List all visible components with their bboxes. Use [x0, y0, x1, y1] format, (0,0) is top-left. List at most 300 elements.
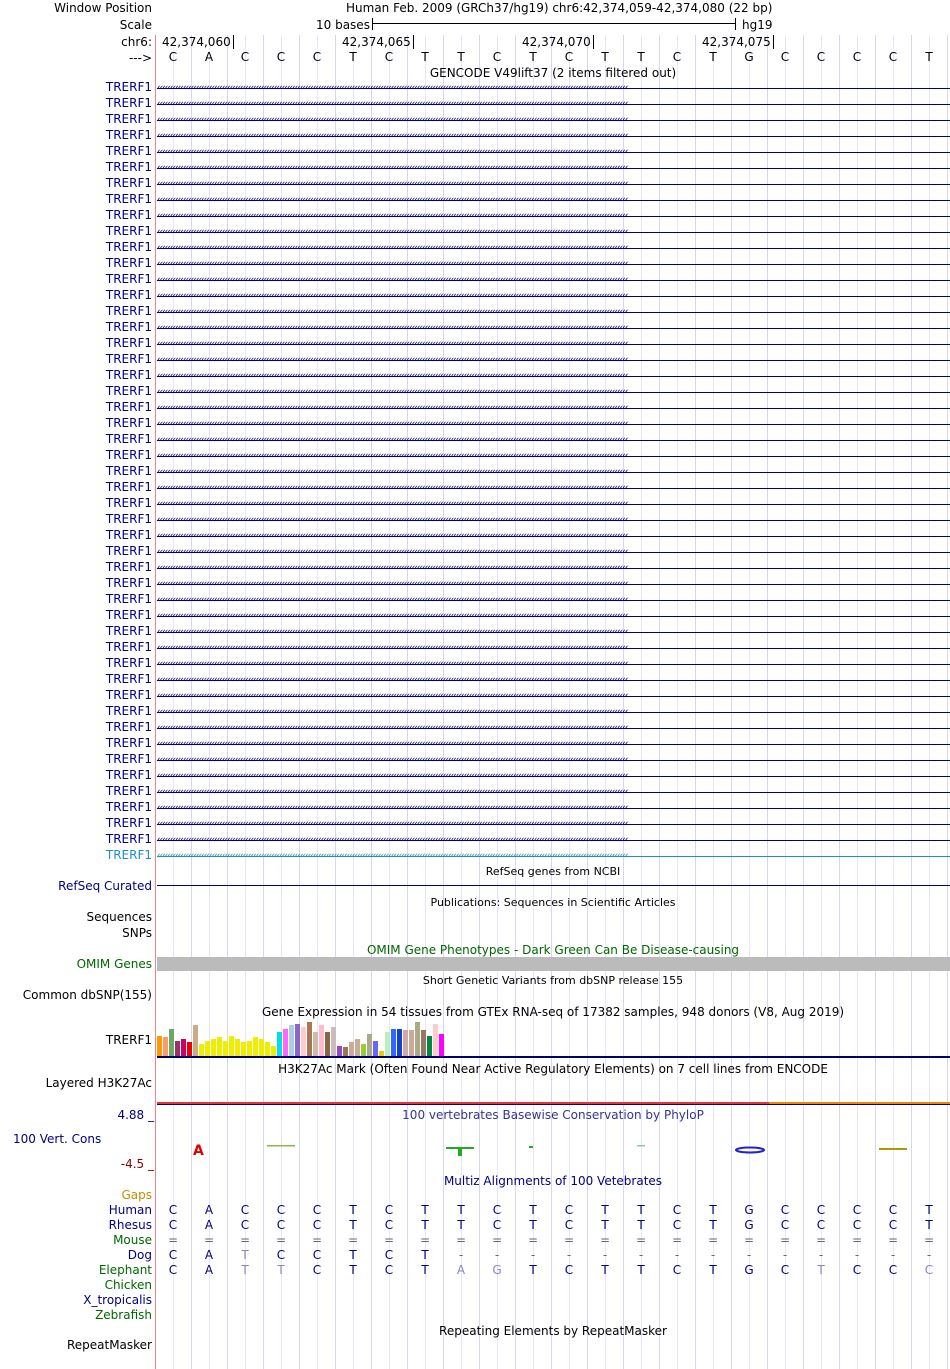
gtex-tissue-bar[interactable]: [295, 1024, 300, 1056]
transcript-axis: [157, 328, 950, 329]
gtex-tissue-bar[interactable]: [337, 1046, 342, 1056]
multiz-base: T: [349, 1263, 357, 1277]
gencode-gene-label[interactable]: TRERF1: [105, 256, 152, 270]
multiz-base: G: [492, 1263, 502, 1277]
gencode-transcript[interactable]: [157, 741, 950, 747]
gtex-chart[interactable]: [157, 1020, 950, 1056]
gtex-tissue-bar[interactable]: [217, 1037, 222, 1056]
gencode-gene-label[interactable]: TRERF1: [105, 848, 152, 862]
multiz-base: =: [384, 1233, 395, 1247]
gtex-tissue-bar[interactable]: [331, 1027, 336, 1056]
transcript-axis: [157, 248, 950, 249]
gencode-transcript[interactable]: [157, 213, 950, 219]
strand-arrows: ‹‹‹‹‹‹‹‹‹‹‹‹‹‹‹‹‹‹‹‹‹‹‹‹‹‹‹‹‹‹‹‹‹‹‹‹‹‹‹‹‹‹‹‹‹‹‹‹‹‹‹‹‹‹‹‹‹‹‹‹‹‹‹‹‹‹‹‹‹‹‹‹‹‹‹‹‹‹‹‹‹‹‹‹‹‹‹‹‹‹‹‹‹‹‹‹‹‹‹‹‹‹‹‹‹‹‹‹‹‹‹‹‹‹‹‹‹‹‹‹‹‹‹‹‹‹‹‹‹‹‹‹‹‹‹‹‹‹‹‹‹‹‹‹‹‹‹‹‹‹‹‹‹‹‹‹‹‹‹‹‹‹‹‹‹‹‹‹‹‹‹‹‹‹‹‹‹‹‹‹‹: [157, 677, 628, 683]
base-letter: C: [816, 50, 826, 64]
multiz-base: =: [420, 1233, 431, 1247]
transcript-axis: [157, 184, 950, 185]
gencode-transcript[interactable]: [157, 709, 950, 715]
multiz-base: T: [421, 1218, 429, 1232]
gencode-transcript[interactable]: [157, 549, 950, 555]
gtex-tissue-bar[interactable]: [187, 1042, 192, 1056]
gencode-transcript[interactable]: [157, 837, 950, 843]
multiz-species-label[interactable]: Dog: [127, 1248, 152, 1262]
gencode-gene-label[interactable]: TRERF1: [105, 512, 152, 526]
gencode-gene-label[interactable]: TRERF1: [105, 384, 152, 398]
gtex-tissue-bar[interactable]: [163, 1037, 168, 1056]
dbsnp-track-title[interactable]: Short Genetic Variants from dbSNP release 155: [422, 974, 684, 987]
strand-arrows: ‹‹‹‹‹‹‹‹‹‹‹‹‹‹‹‹‹‹‹‹‹‹‹‹‹‹‹‹‹‹‹‹‹‹‹‹‹‹‹‹‹‹‹‹‹‹‹‹‹‹‹‹‹‹‹‹‹‹‹‹‹‹‹‹‹‹‹‹‹‹‹‹‹‹‹‹‹‹‹‹‹‹‹‹‹‹‹‹‹‹‹‹‹‹‹‹‹‹‹‹‹‹‹‹‹‹‹‹‹‹‹‹‹‹‹‹‹‹‹‹‹‹‹‹‹‹‹‹‹‹‹‹‹‹‹‹‹‹‹‹‹‹‹‹‹‹‹‹‹‹‹‹‹‹‹‹‹‹‹‹‹‹‹‹‹‹‹‹‹‹‹‹‹‹‹‹‹‹‹‹‹: [157, 741, 628, 747]
multiz-base: =: [492, 1233, 503, 1247]
transcript-axis: [157, 600, 950, 601]
cons-track-title[interactable]: 100 vertebrates Basewise Conservation by PhyloP: [402, 1108, 704, 1122]
multiz-base: C: [888, 1263, 898, 1277]
base-letter: C: [240, 50, 250, 64]
strand-arrows: ‹‹‹‹‹‹‹‹‹‹‹‹‹‹‹‹‹‹‹‹‹‹‹‹‹‹‹‹‹‹‹‹‹‹‹‹‹‹‹‹‹‹‹‹‹‹‹‹‹‹‹‹‹‹‹‹‹‹‹‹‹‹‹‹‹‹‹‹‹‹‹‹‹‹‹‹‹‹‹‹‹‹‹‹‹‹‹‹‹‹‹‹‹‹‹‹‹‹‹‹‹‹‹‹‹‹‹‹‹‹‹‹‹‹‹‹‹‹‹‹‹‹‹‹‹‹‹‹‹‹‹‹‹‹‹‹‹‹‹‹‹‹‹‹‹‹‹‹‹‹‹‹‹‹‹‹‹‹‹‹‹‹‹‹‹‹‹‹‹‹‹‹‹‹‹‹‹‹‹‹‹: [157, 229, 628, 235]
gtex-tissue-bar[interactable]: [409, 1030, 414, 1056]
base-letter: T: [601, 50, 609, 64]
gencode-gene-label[interactable]: TRERF1: [105, 608, 152, 622]
multiz-base: -: [458, 1248, 464, 1262]
multiz-base: C: [564, 1263, 574, 1277]
multiz-base: T: [925, 1218, 933, 1232]
multiz-base: T: [349, 1218, 357, 1232]
refseq-track-title[interactable]: RefSeq genes from NCBI: [485, 865, 621, 878]
transcript-axis: [157, 840, 950, 841]
gtex-tissue-bar[interactable]: [355, 1039, 360, 1056]
gtex-tissue-bar[interactable]: [343, 1047, 348, 1056]
strand-arrows: ‹‹‹‹‹‹‹‹‹‹‹‹‹‹‹‹‹‹‹‹‹‹‹‹‹‹‹‹‹‹‹‹‹‹‹‹‹‹‹‹‹‹‹‹‹‹‹‹‹‹‹‹‹‹‹‹‹‹‹‹‹‹‹‹‹‹‹‹‹‹‹‹‹‹‹‹‹‹‹‹‹‹‹‹‹‹‹‹‹‹‹‹‹‹‹‹‹‹‹‹‹‹‹‹‹‹‹‹‹‹‹‹‹‹‹‹‹‹‹‹‹‹‹‹‹‹‹‹‹‹‹‹‹‹‹‹‹‹‹‹‹‹‹‹‹‹‹‹‹‹‹‹‹‹‹‹‹‹‹‹‹‹‹‹‹‹‹‹‹‹‹‹‹‹‹‹‹‹‹‹‹: [157, 245, 628, 251]
gencode-gene-label[interactable]: TRERF1: [105, 80, 152, 94]
gencode-gene-label[interactable]: TRERF1: [105, 816, 152, 830]
gencode-transcript[interactable]: [157, 565, 950, 571]
sequences-label[interactable]: Sequences: [86, 910, 152, 924]
gencode-transcript[interactable]: [157, 613, 950, 619]
coordinate-tick: 42,374,075: [702, 35, 774, 49]
gencode-transcript[interactable]: [157, 85, 950, 91]
multiz-species-label[interactable]: Chicken: [104, 1278, 152, 1292]
multiz-base: C: [672, 1263, 682, 1277]
gencode-transcript[interactable]: [157, 373, 950, 379]
transcript-axis: [157, 376, 950, 377]
gencode-transcript[interactable]: [157, 117, 950, 123]
gtex-tissue-bar[interactable]: [193, 1025, 198, 1056]
omim-label[interactable]: OMIM Genes: [76, 957, 152, 971]
base-letter: C: [276, 50, 286, 64]
gencode-transcript[interactable]: [157, 789, 950, 795]
gtex-tissue-bar[interactable]: [301, 1027, 306, 1056]
multiz-base: C: [888, 1203, 898, 1217]
dbsnp-label[interactable]: Common dbSNP(155): [22, 988, 152, 1002]
strand-arrows: ‹‹‹‹‹‹‹‹‹‹‹‹‹‹‹‹‹‹‹‹‹‹‹‹‹‹‹‹‹‹‹‹‹‹‹‹‹‹‹‹‹‹‹‹‹‹‹‹‹‹‹‹‹‹‹‹‹‹‹‹‹‹‹‹‹‹‹‹‹‹‹‹‹‹‹‹‹‹‹‹‹‹‹‹‹‹‹‹‹‹‹‹‹‹‹‹‹‹‹‹‹‹‹‹‹‹‹‹‹‹‹‹‹‹‹‹‹‹‹‹‹‹‹‹‹‹‹‹‹‹‹‹‹‹‹‹‹‹‹‹‹‹‹‹‹‹‹‹‹‹‹‹‹‹‹‹‹‹‹‹‹‹‹‹‹‹‹‹‹‹‹‹‹‹‹‹‹‹‹‹‹: [157, 277, 628, 283]
gtex-tissue-bar[interactable]: [361, 1044, 366, 1056]
multiz-base: -: [854, 1248, 860, 1262]
gencode-gene-label[interactable]: TRERF1: [105, 400, 152, 414]
gencode-gene-label[interactable]: TRERF1: [105, 800, 152, 814]
gencode-gene-label[interactable]: TRERF1: [105, 272, 152, 286]
multiz-base: =: [528, 1233, 539, 1247]
gtex-tissue-bar[interactable]: [403, 1030, 408, 1056]
gencode-gene-label[interactable]: TRERF1: [105, 112, 152, 126]
gencode-transcript[interactable]: [157, 677, 950, 683]
gencode-transcript[interactable]: [157, 725, 950, 731]
gtex-tissue-bar[interactable]: [289, 1025, 294, 1056]
multiz-species-label[interactable]: Rhesus: [108, 1218, 152, 1232]
transcript-axis: [157, 360, 950, 361]
gencode-gene-label[interactable]: TRERF1: [105, 416, 152, 430]
gencode-gene-label[interactable]: TRERF1: [105, 752, 152, 766]
transcript-axis: [157, 88, 950, 89]
gencode-transcript[interactable]: [157, 645, 950, 651]
gencode-track-title[interactable]: GENCODE V49lift37 (2 items filtered out): [429, 66, 677, 80]
transcript-axis: [157, 264, 950, 265]
base-letter: C: [564, 50, 574, 64]
multiz-base: G: [744, 1218, 754, 1232]
gencode-gene-label[interactable]: TRERF1: [105, 160, 152, 174]
gencode-transcript[interactable]: [157, 501, 950, 507]
transcript-axis: [157, 472, 950, 473]
base-letter: C: [168, 50, 178, 64]
gencode-transcript[interactable]: [157, 149, 950, 155]
base-letter: T: [349, 50, 357, 64]
gencode-gene-label[interactable]: TRERF1: [105, 368, 152, 382]
scale-db: hg19: [742, 18, 773, 32]
gencode-gene-label[interactable]: TRERF1: [105, 496, 152, 510]
multiz-base: C: [312, 1218, 322, 1232]
multiz-base: T: [709, 1218, 717, 1232]
gtex-tissue-bar[interactable]: [229, 1036, 234, 1056]
gencode-gene-label[interactable]: TRERF1: [105, 240, 152, 254]
gtex-tissue-bar[interactable]: [325, 1032, 330, 1056]
gtex-tissue-bar[interactable]: [367, 1034, 372, 1056]
gencode-transcript[interactable]: [157, 389, 950, 395]
base-letter: C: [312, 50, 322, 64]
cons-logo[interactable]: [157, 1140, 950, 1160]
gtex-tissue-bar[interactable]: [199, 1044, 204, 1056]
gtex-tissue-bar[interactable]: [223, 1041, 228, 1056]
cons-label[interactable]: 100 Vert. Cons: [13, 1132, 102, 1146]
strand-arrows: ‹‹‹‹‹‹‹‹‹‹‹‹‹‹‹‹‹‹‹‹‹‹‹‹‹‹‹‹‹‹‹‹‹‹‹‹‹‹‹‹‹‹‹‹‹‹‹‹‹‹‹‹‹‹‹‹‹‹‹‹‹‹‹‹‹‹‹‹‹‹‹‹‹‹‹‹‹‹‹‹‹‹‹‹‹‹‹‹‹‹‹‹‹‹‹‹‹‹‹‹‹‹‹‹‹‹‹‹‹‹‹‹‹‹‹‹‹‹‹‹‹‹‹‹‹‹‹‹‹‹‹‹‹‹‹‹‹‹‹‹‹‹‹‹‹‹‹‹‹‹‹‹‹‹‹‹‹‹‹‹‹‹‹‹‹‹‹‹‹‹‹‹‹‹‹‹‹‹‹‹‹: [157, 837, 628, 843]
gencode-transcript[interactable]: [157, 773, 950, 779]
base-letter: C: [384, 50, 394, 64]
gtex-tissue-bar[interactable]: [241, 1042, 246, 1056]
multiz-base: =: [600, 1233, 611, 1247]
gtex-tissue-bar[interactable]: [415, 1022, 420, 1056]
multiz-base: -: [926, 1248, 932, 1262]
multiz-base: T: [349, 1248, 357, 1262]
gencode-gene-label[interactable]: TRERF1: [105, 176, 152, 190]
gencode-transcript[interactable]: [157, 165, 950, 171]
gencode-transcript[interactable]: [157, 357, 950, 363]
gtex-tissue-bar[interactable]: [277, 1032, 282, 1056]
coordinate-tick: 42,374,065: [342, 35, 414, 49]
multiz-base: T: [817, 1263, 825, 1277]
multiz-base: T: [637, 1203, 645, 1217]
gtex-tissue-bar[interactable]: [391, 1029, 396, 1056]
gtex-label[interactable]: TRERF1: [105, 1033, 152, 1047]
multiz-base: C: [780, 1218, 790, 1232]
transcript-axis: [157, 552, 950, 553]
multiz-base: -: [674, 1248, 680, 1262]
multiz-base: C: [168, 1218, 178, 1232]
h3k27ac-track-title[interactable]: H3K27Ac Mark (Often Found Near Active Regulatory Elements) on 7 cell lines from ENCODE: [278, 1062, 828, 1076]
gtex-tissue-bar[interactable]: [373, 1041, 378, 1056]
strand-arrows: ‹‹‹‹‹‹‹‹‹‹‹‹‹‹‹‹‹‹‹‹‹‹‹‹‹‹‹‹‹‹‹‹‹‹‹‹‹‹‹‹‹‹‹‹‹‹‹‹‹‹‹‹‹‹‹‹‹‹‹‹‹‹‹‹‹‹‹‹‹‹‹‹‹‹‹‹‹‹‹‹‹‹‹‹‹‹‹‹‹‹‹‹‹‹‹‹‹‹‹‹‹‹‹‹‹‹‹‹‹‹‹‹‹‹‹‹‹‹‹‹‹‹‹‹‹‹‹‹‹‹‹‹‹‹‹‹‹‹‹‹‹‹‹‹‹‹‹‹‹‹‹‹‹‹‹‹‹‹‹‹‹‹‹‹‹‹‹‹‹‹‹‹‹‹‹‹‹‹‹‹‹: [157, 725, 628, 731]
gtex-tissue-bar[interactable]: [169, 1029, 174, 1056]
transcript-axis: [157, 744, 950, 745]
gencode-gene-label[interactable]: TRERF1: [105, 432, 152, 446]
gencode-transcript[interactable]: [157, 133, 950, 139]
gencode-gene-label[interactable]: TRERF1: [105, 480, 152, 494]
multiz-base: T: [421, 1248, 429, 1262]
strand-arrows: ‹‹‹‹‹‹‹‹‹‹‹‹‹‹‹‹‹‹‹‹‹‹‹‹‹‹‹‹‹‹‹‹‹‹‹‹‹‹‹‹‹‹‹‹‹‹‹‹‹‹‹‹‹‹‹‹‹‹‹‹‹‹‹‹‹‹‹‹‹‹‹‹‹‹‹‹‹‹‹‹‹‹‹‹‹‹‹‹‹‹‹‹‹‹‹‹‹‹‹‹‹‹‹‹‹‹‹‹‹‹‹‹‹‹‹‹‹‹‹‹‹‹‹‹‹‹‹‹‹‹‹‹‹‹‹‹‹‹‹‹‹‹‹‹‹‹‹‹‹‹‹‹‹‹‹‹‹‹‹‹‹‹‹‹‹‹‹‹‹‹‹‹‹‹‹‹‹‹‹‹‹: [157, 389, 628, 395]
multiz-base: -: [638, 1248, 644, 1262]
gencode-gene-label[interactable]: TRERF1: [105, 768, 152, 782]
gencode-transcript[interactable]: [157, 229, 950, 235]
gencode-gene-label[interactable]: TRERF1: [105, 576, 152, 590]
publications-track-title[interactable]: Publications: Sequences in Scientific Articles: [430, 896, 676, 909]
gencode-transcript[interactable]: [157, 821, 950, 827]
strand-arrows: ‹‹‹‹‹‹‹‹‹‹‹‹‹‹‹‹‹‹‹‹‹‹‹‹‹‹‹‹‹‹‹‹‹‹‹‹‹‹‹‹‹‹‹‹‹‹‹‹‹‹‹‹‹‹‹‹‹‹‹‹‹‹‹‹‹‹‹‹‹‹‹‹‹‹‹‹‹‹‹‹‹‹‹‹‹‹‹‹‹‹‹‹‹‹‹‹‹‹‹‹‹‹‹‹‹‹‹‹‹‹‹‹‹‹‹‹‹‹‹‹‹‹‹‹‹‹‹‹‹‹‹‹‹‹‹‹‹‹‹‹‹‹‹‹‹‹‹‹‹‹‹‹‹‹‹‹‹‹‹‹‹‹‹‹‹‹‹‹‹‹‹‹‹‹‹‹‹‹‹‹‹: [157, 197, 628, 203]
base-letter: T: [457, 50, 465, 64]
gencode-gene-label[interactable]: TRERF1: [105, 144, 152, 158]
multiz-species-label[interactable]: Mouse: [113, 1233, 152, 1247]
gencode-gene-label[interactable]: TRERF1: [105, 784, 152, 798]
gtex-tissue-bar[interactable]: [235, 1039, 240, 1056]
multiz-base: C: [564, 1203, 574, 1217]
strand-arrows: ‹‹‹‹‹‹‹‹‹‹‹‹‹‹‹‹‹‹‹‹‹‹‹‹‹‹‹‹‹‹‹‹‹‹‹‹‹‹‹‹‹‹‹‹‹‹‹‹‹‹‹‹‹‹‹‹‹‹‹‹‹‹‹‹‹‹‹‹‹‹‹‹‹‹‹‹‹‹‹‹‹‹‹‹‹‹‹‹‹‹‹‹‹‹‹‹‹‹‹‹‹‹‹‹‹‹‹‹‹‹‹‹‹‹‹‹‹‹‹‹‹‹‹‹‹‹‹‹‹‹‹‹‹‹‹‹‹‹‹‹‹‹‹‹‹‹‹‹‹‹‹‹‹‹‹‹‹‹‹‹‹‹‹‹‹‹‹‹‹‹‹‹‹‹‹‹‹‹‹‹‹: [157, 581, 628, 587]
coordinate-tick: 42,374,070: [522, 35, 594, 49]
gtex-tissue-bar[interactable]: [181, 1039, 186, 1056]
strand-arrows: ‹‹‹‹‹‹‹‹‹‹‹‹‹‹‹‹‹‹‹‹‹‹‹‹‹‹‹‹‹‹‹‹‹‹‹‹‹‹‹‹‹‹‹‹‹‹‹‹‹‹‹‹‹‹‹‹‹‹‹‹‹‹‹‹‹‹‹‹‹‹‹‹‹‹‹‹‹‹‹‹‹‹‹‹‹‹‹‹‹‹‹‹‹‹‹‹‹‹‹‹‹‹‹‹‹‹‹‹‹‹‹‹‹‹‹‹‹‹‹‹‹‹‹‹‹‹‹‹‹‹‹‹‹‹‹‹‹‹‹‹‹‹‹‹‹‹‹‹‹‹‹‹‹‹‹‹‹‹‹‹‹‹‹‹‹‹‹‹‹‹‹‹‹‹‹‹‹‹‹‹‹: [157, 437, 628, 443]
gtex-tissue-bar[interactable]: [175, 1041, 180, 1056]
gtex-tissue-bar[interactable]: [211, 1039, 216, 1056]
gtex-tissue-bar[interactable]: [265, 1042, 270, 1056]
gencode-gene-label[interactable]: TRERF1: [105, 672, 152, 686]
gencode-transcript[interactable]: [157, 405, 950, 411]
gencode-gene-label[interactable]: TRERF1: [105, 720, 152, 734]
multiz-species-label[interactable]: Human: [108, 1203, 152, 1217]
gencode-gene-label[interactable]: TRERF1: [105, 736, 152, 750]
gencode-gene-label[interactable]: TRERF1: [105, 624, 152, 638]
cons-logo-mark: [736, 1148, 764, 1153]
gencode-transcript[interactable]: [157, 293, 950, 299]
strand-arrows: ‹‹‹‹‹‹‹‹‹‹‹‹‹‹‹‹‹‹‹‹‹‹‹‹‹‹‹‹‹‹‹‹‹‹‹‹‹‹‹‹‹‹‹‹‹‹‹‹‹‹‹‹‹‹‹‹‹‹‹‹‹‹‹‹‹‹‹‹‹‹‹‹‹‹‹‹‹‹‹‹‹‹‹‹‹‹‹‹‹‹‹‹‹‹‹‹‹‹‹‹‹‹‹‹‹‹‹‹‹‹‹‹‹‹‹‹‹‹‹‹‹‹‹‹‹‹‹‹‹‹‹‹‹‹‹‹‹‹‹‹‹‹‹‹‹‹‹‹‹‹‹‹‹‹‹‹‹‹‹‹‹‹‹‹‹‹‹‹‹‹‹‹‹‹‹‹‹‹‹‹‹: [157, 821, 628, 827]
gencode-transcript[interactable]: [157, 341, 950, 347]
multiz-base: C: [384, 1218, 394, 1232]
multiz-base: T: [709, 1263, 717, 1277]
multiz-base: C: [312, 1203, 322, 1217]
gencode-gene-label[interactable]: TRERF1: [105, 96, 152, 110]
gencode-transcript[interactable]: [157, 277, 950, 283]
gtex-tissue-bar[interactable]: [421, 1030, 426, 1056]
gencode-gene-label[interactable]: TRERF1: [105, 448, 152, 462]
strand-arrows: ‹‹‹‹‹‹‹‹‹‹‹‹‹‹‹‹‹‹‹‹‹‹‹‹‹‹‹‹‹‹‹‹‹‹‹‹‹‹‹‹‹‹‹‹‹‹‹‹‹‹‹‹‹‹‹‹‹‹‹‹‹‹‹‹‹‹‹‹‹‹‹‹‹‹‹‹‹‹‹‹‹‹‹‹‹‹‹‹‹‹‹‹‹‹‹‹‹‹‹‹‹‹‹‹‹‹‹‹‹‹‹‹‹‹‹‹‹‹‹‹‹‹‹‹‹‹‹‹‹‹‹‹‹‹‹‹‹‹‹‹‹‹‹‹‹‹‹‹‹‹‹‹‹‹‹‹‹‹‹‹‹‹‹‹‹‹‹‹‹‹‹‹‹‹‹‹‹‹‹‹‹: [157, 773, 628, 779]
gencode-transcript[interactable]: [157, 309, 950, 315]
multiz-base: =: [636, 1233, 647, 1247]
multiz-base: =: [564, 1233, 575, 1247]
gencode-gene-label[interactable]: TRERF1: [105, 288, 152, 302]
gencode-transcript[interactable]: [157, 469, 950, 475]
multiz-base: C: [168, 1248, 178, 1262]
gencode-transcript[interactable]: [157, 245, 950, 251]
gtex-tissue-bar[interactable]: [427, 1036, 432, 1056]
multiz-base: C: [384, 1248, 394, 1262]
gencode-transcript[interactable]: [157, 805, 950, 811]
refseq-label[interactable]: RefSeq Curated: [58, 879, 152, 893]
transcript-axis: [157, 792, 950, 793]
refseq-line[interactable]: [157, 885, 950, 886]
multiz-base: C: [564, 1218, 574, 1232]
multiz-base: T: [241, 1263, 249, 1277]
gencode-gene-label[interactable]: TRERF1: [105, 336, 152, 350]
gencode-transcript[interactable]: [157, 421, 950, 427]
transcript-axis: [157, 856, 950, 857]
gencode-transcript[interactable]: [157, 533, 950, 539]
gencode-gene-label[interactable]: TRERF1: [105, 560, 152, 574]
gtex-tissue-bar[interactable]: [385, 1032, 390, 1056]
base-letter: C: [672, 50, 682, 64]
gencode-transcript[interactable]: [157, 325, 950, 331]
gencode-transcript[interactable]: [157, 661, 950, 667]
gtex-tissue-bar[interactable]: [283, 1029, 288, 1056]
gencode-gene-label[interactable]: TRERF1: [105, 656, 152, 670]
multiz-species-label[interactable]: X_tropicalis: [83, 1293, 152, 1307]
strand-arrows: ‹‹‹‹‹‹‹‹‹‹‹‹‹‹‹‹‹‹‹‹‹‹‹‹‹‹‹‹‹‹‹‹‹‹‹‹‹‹‹‹‹‹‹‹‹‹‹‹‹‹‹‹‹‹‹‹‹‹‹‹‹‹‹‹‹‹‹‹‹‹‹‹‹‹‹‹‹‹‹‹‹‹‹‹‹‹‹‹‹‹‹‹‹‹‹‹‹‹‹‹‹‹‹‹‹‹‹‹‹‹‹‹‹‹‹‹‹‹‹‹‹‹‹‹‹‹‹‹‹‹‹‹‹‹‹‹‹‹‹‹‹‹‹‹‹‹‹‹‹‹‹‹‹‹‹‹‹‹‹‹‹‹‹‹‹‹‹‹‹‹‹‹‹‹‹‹‹‹‹‹‹: [157, 645, 628, 651]
gencode-transcript[interactable]: [157, 197, 950, 203]
multiz-base: T: [421, 1203, 429, 1217]
base-letter: T: [925, 50, 933, 64]
strand-arrows: ‹‹‹‹‹‹‹‹‹‹‹‹‹‹‹‹‹‹‹‹‹‹‹‹‹‹‹‹‹‹‹‹‹‹‹‹‹‹‹‹‹‹‹‹‹‹‹‹‹‹‹‹‹‹‹‹‹‹‹‹‹‹‹‹‹‹‹‹‹‹‹‹‹‹‹‹‹‹‹‹‹‹‹‹‹‹‹‹‹‹‹‹‹‹‹‹‹‹‹‹‹‹‹‹‹‹‹‹‹‹‹‹‹‹‹‹‹‹‹‹‹‹‹‹‹‹‹‹‹‹‹‹‹‹‹‹‹‹‹‹‹‹‹‹‹‹‹‹‹‹‹‹‹‹‹‹‹‹‹‹‹‹‹‹‹‹‹‹‹‹‹‹‹‹‹‹‹‹‹‹‹: [157, 341, 628, 347]
gtex-tissue-bar[interactable]: [271, 1046, 276, 1056]
transcript-axis: [157, 456, 950, 457]
multiz-base: -: [746, 1248, 752, 1262]
h3k27ac-label[interactable]: Layered H3K27Ac: [45, 1076, 152, 1090]
transcript-axis: [157, 232, 950, 233]
gencode-gene-label[interactable]: TRERF1: [105, 224, 152, 238]
gencode-gene-label[interactable]: TRERF1: [105, 208, 152, 222]
gencode-transcript[interactable]: [157, 453, 950, 459]
omim-track-title[interactable]: OMIM Gene Phenotypes - Dark Green Can Be Disease-causing: [366, 943, 740, 957]
transcript-axis: [157, 344, 950, 345]
gencode-transcript[interactable]: [157, 581, 950, 587]
multiz-base: C: [312, 1248, 322, 1262]
gtex-tissue-bar[interactable]: [247, 1041, 252, 1056]
gencode-transcript[interactable]: [157, 517, 950, 523]
transcript-axis: [157, 824, 950, 825]
multiz-base: T: [601, 1218, 609, 1232]
multiz-base: T: [529, 1203, 537, 1217]
cons-logo-mark: [458, 1147, 462, 1156]
multiz-base: -: [494, 1248, 500, 1262]
transcript-axis: [157, 168, 950, 169]
strand-arrows: ‹‹‹‹‹‹‹‹‹‹‹‹‹‹‹‹‹‹‹‹‹‹‹‹‹‹‹‹‹‹‹‹‹‹‹‹‹‹‹‹‹‹‹‹‹‹‹‹‹‹‹‹‹‹‹‹‹‹‹‹‹‹‹‹‹‹‹‹‹‹‹‹‹‹‹‹‹‹‹‹‹‹‹‹‹‹‹‹‹‹‹‹‹‹‹‹‹‹‹‹‹‹‹‹‹‹‹‹‹‹‹‹‹‹‹‹‹‹‹‹‹‹‹‹‹‹‹‹‹‹‹‹‹‹‹‹‹‹‹‹‹‹‹‹‹‹‹‹‹‹‹‹‹‹‹‹‹‹‹‹‹‹‹‹‹‹‹‹‹‹‹‹‹‹‹‹‹‹‹‹‹: [157, 101, 628, 107]
gencode-transcript[interactable]: [157, 485, 950, 491]
multiz-base: =: [240, 1233, 251, 1247]
gencode-transcript[interactable]: [157, 629, 950, 635]
multiz-species-label[interactable]: Elephant: [98, 1263, 152, 1277]
transcript-axis: [157, 584, 950, 585]
gtex-tissue-bar[interactable]: [349, 1042, 354, 1056]
gencode-gene-label[interactable]: TRERF1: [105, 464, 152, 478]
repeatmasker-label[interactable]: RepeatMasker: [66, 1338, 152, 1352]
snps-label[interactable]: SNPs: [122, 926, 152, 940]
gtex-tissue-bar[interactable]: [205, 1041, 210, 1056]
gencode-gene-label[interactable]: TRERF1: [105, 640, 152, 654]
multiz-base: =: [744, 1233, 755, 1247]
gtex-tissue-bar[interactable]: [157, 1036, 162, 1056]
strand-arrows: ‹‹‹‹‹‹‹‹‹‹‹‹‹‹‹‹‹‹‹‹‹‹‹‹‹‹‹‹‹‹‹‹‹‹‹‹‹‹‹‹‹‹‹‹‹‹‹‹‹‹‹‹‹‹‹‹‹‹‹‹‹‹‹‹‹‹‹‹‹‹‹‹‹‹‹‹‹‹‹‹‹‹‹‹‹‹‹‹‹‹‹‹‹‹‹‹‹‹‹‹‹‹‹‹‹‹‹‹‹‹‹‹‹‹‹‹‹‹‹‹‹‹‹‹‹‹‹‹‹‹‹‹‹‹‹‹‹‹‹‹‹‹‹‹‹‹‹‹‹‹‹‹‹‹‹‹‹‹‹‹‹‹‹‹‹‹‹‹‹‹‹‹‹‹‹‹‹‹‹‹‹: [157, 373, 628, 379]
gencode-gene-label[interactable]: TRERF1: [105, 592, 152, 606]
gencode-gene-label[interactable]: TRERF1: [105, 544, 152, 558]
omim-bar[interactable]: [157, 957, 950, 971]
gtex-tissue-bar[interactable]: [319, 1025, 324, 1056]
repeatmasker-track-title[interactable]: Repeating Elements by RepeatMasker: [439, 1324, 667, 1338]
transcript-axis: [157, 616, 950, 617]
gencode-transcript[interactable]: [157, 181, 950, 187]
gencode-gene-label[interactable]: TRERF1: [105, 704, 152, 718]
multiz-base: -: [710, 1248, 716, 1262]
multiz-base: C: [780, 1263, 790, 1277]
gencode-gene-label[interactable]: TRERF1: [105, 688, 152, 702]
multiz-species-label[interactable]: Zebrafish: [95, 1308, 152, 1322]
multiz-species-label[interactable]: Gaps: [121, 1188, 152, 1202]
strand-arrows: ‹‹‹‹‹‹‹‹‹‹‹‹‹‹‹‹‹‹‹‹‹‹‹‹‹‹‹‹‹‹‹‹‹‹‹‹‹‹‹‹‹‹‹‹‹‹‹‹‹‹‹‹‹‹‹‹‹‹‹‹‹‹‹‹‹‹‹‹‹‹‹‹‹‹‹‹‹‹‹‹‹‹‹‹‹‹‹‹‹‹‹‹‹‹‹‹‹‹‹‹‹‹‹‹‹‹‹‹‹‹‹‹‹‹‹‹‹‹‹‹‹‹‹‹‹‹‹‹‹‹‹‹‹‹‹‹‹‹‹‹‹‹‹‹‹‹‹‹‹‹‹‹‹‹‹‹‹‹‹‹‹‹‹‹‹‹‹‹‹‹‹‹‹‹‹‹‹‹‹‹‹: [157, 549, 628, 555]
multiz-base: T: [241, 1248, 249, 1262]
gencode-gene-label[interactable]: TRERF1: [105, 528, 152, 542]
transcript-axis: [157, 120, 950, 121]
gtex-tissue-bar[interactable]: [397, 1029, 402, 1056]
gtex-tissue-bar[interactable]: [313, 1032, 318, 1056]
gencode-gene-label[interactable]: TRERF1: [105, 832, 152, 846]
gtex-tissue-bar[interactable]: [433, 1024, 438, 1056]
transcript-axis: [157, 680, 950, 681]
gtex-tissue-bar[interactable]: [253, 1037, 258, 1056]
gtex-track-title[interactable]: Gene Expression in 54 tissues from GTEx RNA-seq of 17382 samples, 948 donors (V8, Aug 2019): [261, 1005, 845, 1019]
gencode-transcript[interactable]: [157, 853, 950, 859]
gencode-transcript[interactable]: [157, 757, 950, 763]
transcript-axis: [157, 520, 950, 521]
multiz-base: C: [924, 1263, 934, 1277]
gencode-transcript[interactable]: [157, 693, 950, 699]
multiz-base: C: [888, 1218, 898, 1232]
gencode-transcript[interactable]: [157, 597, 950, 603]
gencode-gene-label[interactable]: TRERF1: [105, 352, 152, 366]
multiz-base: C: [492, 1203, 502, 1217]
base-letter: T: [637, 50, 645, 64]
multiz-base: =: [312, 1233, 323, 1247]
multiz-base: C: [852, 1218, 862, 1232]
strand-arrows: ‹‹‹‹‹‹‹‹‹‹‹‹‹‹‹‹‹‹‹‹‹‹‹‹‹‹‹‹‹‹‹‹‹‹‹‹‹‹‹‹‹‹‹‹‹‹‹‹‹‹‹‹‹‹‹‹‹‹‹‹‹‹‹‹‹‹‹‹‹‹‹‹‹‹‹‹‹‹‹‹‹‹‹‹‹‹‹‹‹‹‹‹‹‹‹‹‹‹‹‹‹‹‹‹‹‹‹‹‹‹‹‹‹‹‹‹‹‹‹‹‹‹‹‹‹‹‹‹‹‹‹‹‹‹‹‹‹‹‹‹‹‹‹‹‹‹‹‹‹‹‹‹‹‹‹‹‹‹‹‹‹‹‹‹‹‹‹‹‹‹‹‹‹‹‹‹‹‹‹‹‹: [157, 629, 628, 635]
gencode-gene-label[interactable]: TRERF1: [105, 192, 152, 206]
multiz-base: C: [672, 1203, 682, 1217]
multiz-base: T: [277, 1263, 285, 1277]
multiz-base: C: [276, 1218, 286, 1232]
gtex-tissue-bar[interactable]: [439, 1034, 444, 1056]
gencode-transcript[interactable]: [157, 261, 950, 267]
gencode-gene-label[interactable]: TRERF1: [105, 304, 152, 318]
gencode-transcript[interactable]: [157, 437, 950, 443]
gencode-gene-label[interactable]: TRERF1: [105, 128, 152, 142]
multiz-track-title[interactable]: Multiz Alignments of 100 Vetebrates: [443, 1174, 663, 1188]
gtex-tissue-bar[interactable]: [307, 1022, 312, 1056]
gtex-tissue-bar[interactable]: [259, 1039, 264, 1056]
scale-bar-text: 10 bases: [316, 18, 370, 32]
strand-label: --->: [128, 51, 152, 65]
gencode-gene-label[interactable]: TRERF1: [105, 320, 152, 334]
gencode-transcript[interactable]: [157, 101, 950, 107]
strand-arrows: ‹‹‹‹‹‹‹‹‹‹‹‹‹‹‹‹‹‹‹‹‹‹‹‹‹‹‹‹‹‹‹‹‹‹‹‹‹‹‹‹‹‹‹‹‹‹‹‹‹‹‹‹‹‹‹‹‹‹‹‹‹‹‹‹‹‹‹‹‹‹‹‹‹‹‹‹‹‹‹‹‹‹‹‹‹‹‹‹‹‹‹‹‹‹‹‹‹‹‹‹‹‹‹‹‹‹‹‹‹‹‹‹‹‹‹‹‹‹‹‹‹‹‹‹‹‹‹‹‹‹‹‹‹‹‹‹‹‹‹‹‹‹‹‹‹‹‹‹‹‹‹‹‹‹‹‹‹‹‹‹‹‹‹‹‹‹‹‹‹‹‹‹‹‹‹‹‹‹‹‹‹: [157, 661, 628, 667]
strand-arrows: ‹‹‹‹‹‹‹‹‹‹‹‹‹‹‹‹‹‹‹‹‹‹‹‹‹‹‹‹‹‹‹‹‹‹‹‹‹‹‹‹‹‹‹‹‹‹‹‹‹‹‹‹‹‹‹‹‹‹‹‹‹‹‹‹‹‹‹‹‹‹‹‹‹‹‹‹‹‹‹‹‹‹‹‹‹‹‹‹‹‹‹‹‹‹‹‹‹‹‹‹‹‹‹‹‹‹‹‹‹‹‹‹‹‹‹‹‹‹‹‹‹‹‹‹‹‹‹‹‹‹‹‹‹‹‹‹‹‹‹‹‹‹‹‹‹‹‹‹‹‹‹‹‹‹‹‹‹‹‹‹‹‹‹‹‹‹‹‹‹‹‹‹‹‹‹‹‹‹‹‹‹: [157, 757, 628, 763]
